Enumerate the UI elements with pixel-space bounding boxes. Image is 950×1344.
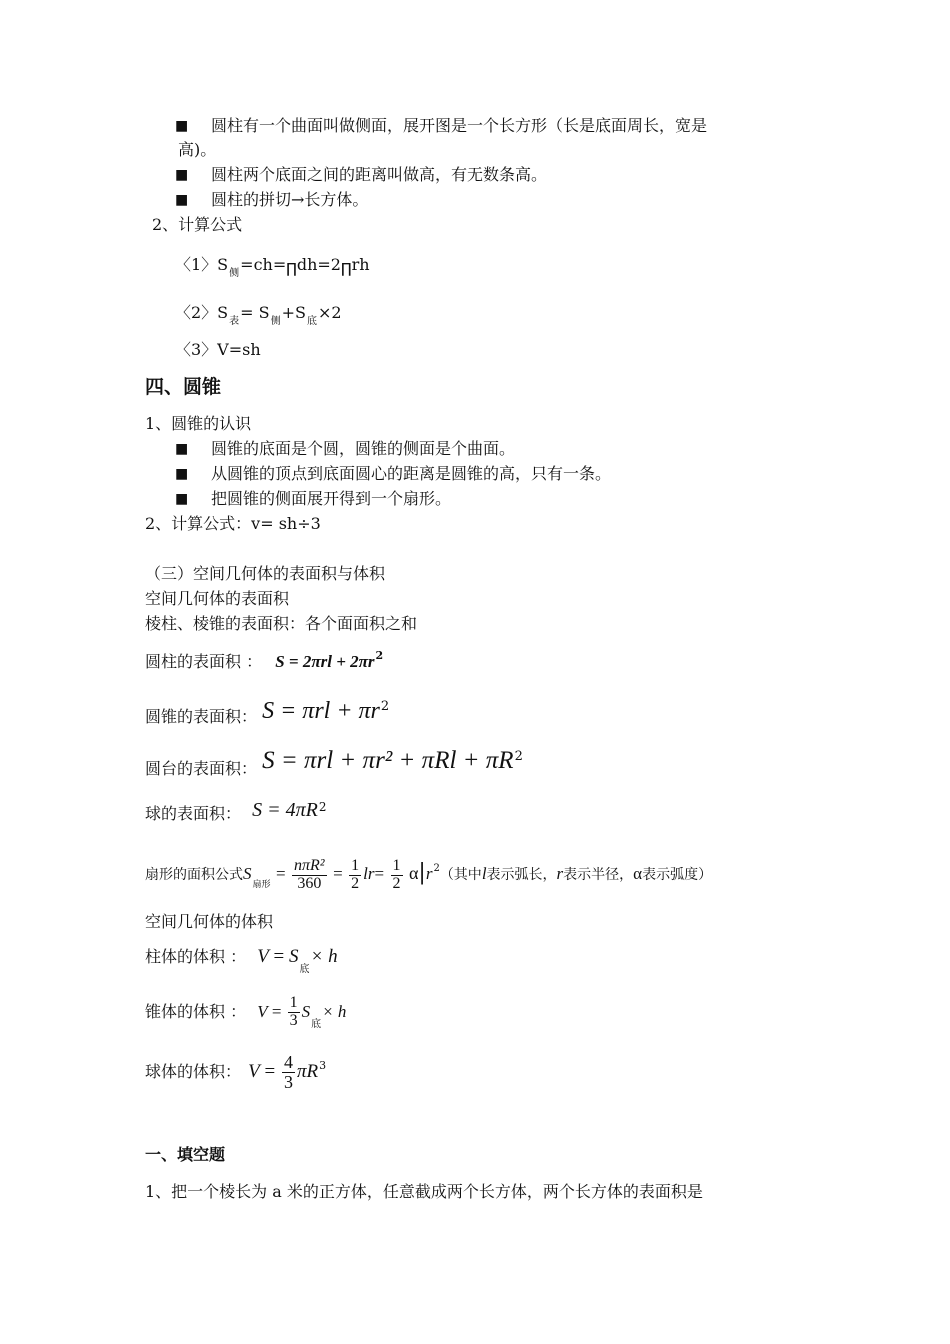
section-title: （三）空间几何体的表面积与体积: [145, 564, 386, 583]
bullet-square-icon: ■: [175, 466, 189, 482]
cone-subheading: 1、圆锥的认识: [145, 414, 252, 433]
prism-volume-row: 柱体的体积 ： $V = S_底\times h$: [145, 946, 338, 975]
sector-area-row: 扇形的面积公式$S_{扇形}$ = $\frac{\text{nπR²}}{360}$ = $\frac{1}{2}$ lr= $\frac{1}{2}$ $\alpha|r^2$（其中l表示弧长，r表示半径，α表示弧度）: [145, 856, 713, 892]
bullet-square-icon: ■: [175, 192, 189, 208]
formula-volume: 〈3〉V=sh: [175, 340, 261, 359]
cone-heading: 四、圆锥: [145, 376, 222, 398]
cone-formula: 2、计算公式：v= sh÷3: [145, 514, 321, 533]
bullet-square-icon: ■: [175, 167, 189, 183]
cone-surface-row: 圆锥的表面积： $S = \pi rl + \pi r^2$: [145, 698, 390, 726]
cone-bullet-2: 从圆锥的顶点到底面圆心的距离是圆锥的高，只有一条。: [211, 464, 612, 483]
pyramid-volume-row: 锥体的体积 ： V = $\frac{1}{3}$ $S_底\times h$: [145, 994, 347, 1030]
cylinder-bullet-3: 圆柱的拼切→长方体。: [211, 190, 369, 209]
cone-surface-formula: S = πrl + πr: [262, 698, 380, 724]
surface-title: 空间几何体的表面积: [145, 589, 290, 608]
formula-total-area: 〈2〉$S_表= S_侧+S_底\times 2$: [175, 303, 342, 327]
half-fraction: $\frac{1}{2}$: [351, 856, 360, 892]
cylinder-surface-row: 圆柱的表面积 ： $S = 2\pi rl + 2\pi r^2$: [145, 649, 384, 671]
sphere-volume-row: 球体的体积： V = $\frac{4}{3}$ $\pi R^3$: [145, 1052, 327, 1092]
bullet-square-icon: ■: [175, 441, 189, 457]
cone-bullet-1: 圆锥的底面是个圆，圆锥的侧面是个曲面。: [211, 439, 516, 458]
cylinder-bullet-2: 圆柱两个底面之间的距离叫做高，有无数条高。: [211, 165, 548, 184]
exercise-question-1: 1、把一个棱长为 a 米的正方体，任意截成两个长方体，两个长方体的表面积是: [145, 1182, 703, 1201]
frustum-surface-row: 圆台的表面积： $S = \pi rl + \pi r^2 + \pi Rl + \pi R^2$: [145, 747, 523, 778]
volume-title: 空间几何体的体积: [145, 912, 274, 931]
bullet-square-icon: ■: [175, 491, 189, 507]
cylinder-surface-formula: S = 2πrl + 2πr: [275, 652, 375, 671]
prism-surface-line: 棱柱、棱锥的表面积：各个面面积之和: [145, 614, 418, 633]
sector-fraction: $\frac{\text{nπR²}}{360}$: [294, 856, 325, 892]
sphere-surface-row: 球的表面积： $S = 4\pi R^2$: [145, 799, 327, 823]
half-fraction: $\frac{1}{2}$: [392, 856, 401, 892]
sphere-surface-formula: S = 4πR: [252, 799, 318, 821]
bullet-square-icon: ■: [175, 118, 189, 134]
exercise-heading: 一、填空题: [145, 1145, 226, 1164]
frustum-surface-formula: S = πrl + πr² + πRl + πR: [262, 747, 514, 774]
cylinder-bullet-1-cont: 高)。: [178, 140, 217, 159]
formula-lateral-area: 〈1〉$S_侧=ch=\prod dh=2\prod rh$: [175, 255, 370, 279]
formula-heading: 2、计算公式: [152, 215, 243, 234]
cylinder-bullet-1: 圆柱有一个曲面叫做侧面，展开图是一个长方形（长是底面周长，宽是: [211, 116, 708, 135]
cone-bullet-3: 把圆锥的侧面展开得到一个扇形。: [211, 489, 452, 508]
